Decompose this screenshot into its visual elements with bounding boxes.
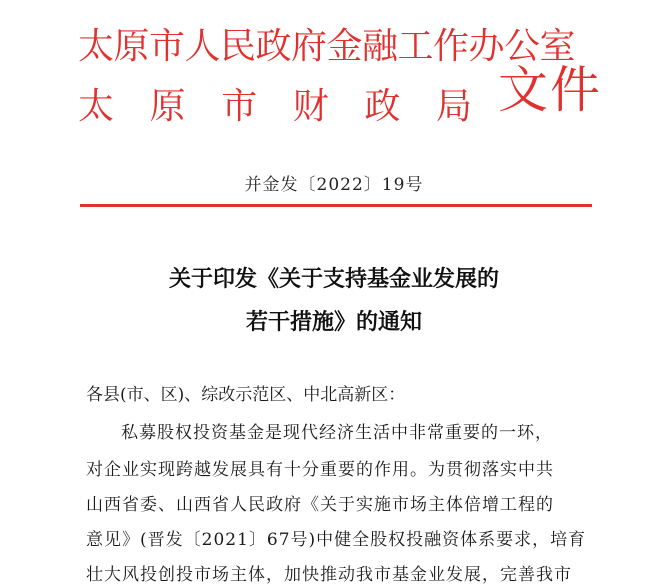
issuer-line-2 — [78, 78, 472, 129]
issuer-line-1: 太原市人民政府金融工作办公室 — [78, 26, 576, 67]
issuer-line-2-char: 局 — [435, 86, 472, 127]
red-divider — [80, 204, 592, 207]
body-paragraph-line: 意见》(晋发〔2021〕67号)中健全股权投融资体系要求，培育 — [86, 530, 587, 550]
notice-title-line-1: 关于印发《关于支持基金业发展的 — [168, 267, 499, 292]
issuer-line-2-char: 原 — [149, 86, 186, 127]
body-paragraph-line: 对企业实现跨越发展具有十分重要的作用。为贯彻落实中共 — [86, 460, 554, 480]
document-number: 并金发〔2022〕19号 — [244, 175, 424, 195]
body-paragraph-line: 壮大风投创投市场主体，加快推动我市基金业发展，完善我市 — [86, 565, 572, 584]
issuer-line-2-char: 市 — [221, 86, 258, 127]
salutation: 各县(市、区)、综改示范区、中北高新区： — [86, 385, 406, 405]
notice-title-line-2: 若干措施》的通知 — [245, 310, 422, 335]
document-word: 文件 — [498, 61, 602, 119]
issuer-line-2-char: 政 — [364, 86, 401, 127]
issuer-line-2-char: 财 — [292, 86, 329, 127]
issuer-line-2-char: 太 — [78, 86, 115, 127]
body-paragraph-line: 山西省委、山西省人民政府《关于实施市场主体倍增工程的 — [86, 495, 554, 515]
body-paragraph-line: 私募股权投资基金是现代经济生活中非常重要的一环， — [121, 423, 553, 443]
document-header — [78, 10, 602, 145]
